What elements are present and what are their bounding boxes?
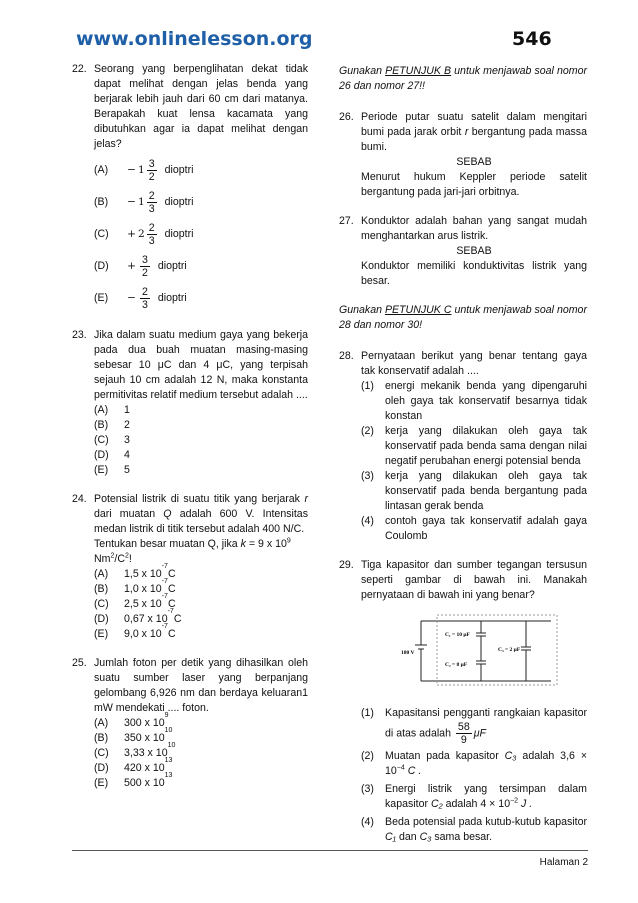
question-23 — [72, 328, 308, 478]
question-text: Jika dalam suatu medium gaya yang bekerja pada dua buah muatan masing-masing sebesar 10 μC dan 4 μC, yang terpisah sejauh 10 cm adalah 12 N, maka konstanta permitivitas relatif medium tersebut adalah .... — [94, 329, 308, 401]
question-25 — [72, 656, 308, 791]
option-a[interactable]: (A) 300 x 10 9 — [94, 712, 169, 729]
option-a[interactable]: (A) 1,5 x 10 -7 C — [94, 563, 176, 580]
option-c[interactable]: (C) + 2 $\frac{2}{3}$ dioptri — [94, 221, 194, 247]
statement-item[interactable]: (4) contoh gaya tak konservatif adalah gaya Coulomb — [361, 515, 587, 542]
question-number: 26. — [339, 111, 354, 123]
option-c[interactable]: (C) 2,5 x 10 -7 C — [94, 593, 176, 610]
statement-1: Konduktor adalah bahan yang sangat mudah menghantarkan arus listrik. — [361, 215, 587, 242]
question-text-2: Tentukan besar muatan Q, jika k = 9 x $10^9$ $Nm^2/C^2$! — [94, 537, 291, 565]
fraction: $\frac{3}{2}$ — [142, 253, 148, 279]
question-text: Potensial listrik di suatu titik yang berjarak r dari muatan Q adalah 600 V. Intensitas medan listrik di titik tersebut adalah 400 N/C. — [94, 493, 308, 535]
option-d[interactable]: (D) 0,67 x 10 -7 C — [94, 608, 182, 625]
statement-item[interactable]: (2) kerja yang dilakukan oleh gaya tak konservatif pada benda sama dengan nilai negatif perubahan energi potensial benda — [361, 425, 587, 467]
option-c[interactable]: (C) 3,33 x 10 10 — [94, 742, 176, 759]
c1-label: C₁ = 10 μF — [445, 632, 470, 638]
statement-item[interactable]: (1) Kapasitansi pengganti rangkaian kapasitor di atas adalah $\frac{58}{9}$ μF — [361, 707, 587, 746]
question-text: Seorang yang berpenglihatan dekat tidak dapat melihat dengan jelas benda yang berjarak lebih jauh dari 60 cm dari matanya. Berapakah kuat lensa kacamata yang dibutuhkan agar ia dapat melihat dengan jelas? — [94, 63, 308, 150]
option-e[interactable]: (E) − $\frac{2}{3}$ dioptri — [94, 285, 187, 311]
c3-label: C₃ = 2 μF — [498, 647, 521, 653]
option-b[interactable]: (B) 2 — [94, 419, 130, 431]
question-text: Tiga kapasitor dan sumber tegangan tersusun seperti gambar di bawah ini. Manakah pernyataan di bawah ini yang benar? — [361, 559, 587, 601]
option-e[interactable]: (E) 9,0 x 10 -7 C — [94, 623, 176, 640]
site-url[interactable]: www.onlinelesson.org — [76, 28, 313, 50]
question-number: 29. — [339, 559, 354, 571]
question-number: 22. — [72, 63, 87, 75]
instruction-b: Gunakan PETUNJUK B untuk menjawab soal nomor 26 dan nomor 27!! — [339, 65, 587, 92]
footer-page-label: Halaman 2 — [539, 857, 588, 868]
statement-item[interactable]: (1) energi mekanik benda yang dipengaruhi oleh gaya tak konservatif besarnya tidak konstan — [361, 380, 587, 422]
option-d[interactable]: (D) 420 x 10 13 — [94, 757, 173, 774]
page-footer — [72, 850, 588, 868]
left-column — [72, 62, 308, 805]
instruction-c: Gunakan PETUNJUK C untuk menjawab soal nomor 28 dan nomor 30! — [339, 304, 587, 331]
question-28 — [339, 349, 587, 544]
sebab-label: SEBAB — [456, 156, 492, 168]
option-e[interactable]: (E) 5 — [94, 464, 130, 476]
question-26 — [339, 110, 587, 200]
question-number: 24. — [72, 493, 87, 505]
option-c[interactable]: (C) 3 — [94, 434, 130, 446]
source-label: 180 V — [401, 650, 415, 656]
fraction: $\frac{2}{3}$ — [148, 189, 155, 215]
option-a[interactable]: (A) − 1 $\frac{3}{2}$ dioptri — [94, 157, 194, 183]
c2-label: C₂ = 8 μF — [445, 662, 468, 668]
question-24 — [72, 492, 308, 642]
option-b[interactable]: (B) 350 x 10 10 — [94, 727, 173, 744]
option-d[interactable]: (D) 4 — [94, 449, 130, 461]
question-text: Pernyataan berikut yang benar tentang gaya tak konservatif adalah .... — [361, 350, 587, 377]
question-number: 28. — [339, 350, 354, 362]
question-27 — [339, 214, 587, 289]
option-b[interactable]: (B) − 1 $\frac{2}{3}$ dioptri — [94, 189, 194, 215]
statement-1: Periode putar suatu satelit dalam mengitari bumi pada jarak orbit r bergantung pada massa bumi. — [361, 111, 587, 153]
option-d[interactable]: (D) + $\frac{3}{2}$ dioptri — [94, 253, 187, 279]
page-number: 546 — [512, 28, 552, 50]
fraction: $\frac{2}{3}$ — [142, 285, 148, 311]
question-22 — [72, 62, 308, 314]
question-number: 27. — [339, 215, 354, 227]
option-a[interactable]: (A) 1 — [94, 404, 130, 416]
statement-item[interactable]: (4) Beda potensial pada kutub-kutub kapasitor C₁ dan C₃ sama besar. — [361, 816, 587, 843]
question-number: 23. — [72, 329, 87, 341]
fraction: $\frac{58}{9}$ — [457, 721, 470, 746]
answer-options — [94, 154, 308, 314]
capacitor-circuit-diagram — [401, 611, 561, 689]
option-b[interactable]: (B) 1,0 x 10 -7 C — [94, 578, 176, 595]
statement-item[interactable]: (3) Energi listrik yang tersimpan dalam kapasitor C₂ adalah $4 \times 10^{-2}$ J . — [361, 783, 587, 810]
fraction: $\frac{2}{3}$ — [148, 221, 155, 247]
statement-item[interactable]: (3) kerja yang dilakukan oleh gaya tak konservatif pada benda bergantung pada lintasan gerak benda — [361, 470, 587, 512]
question-29 — [339, 558, 587, 845]
sebab-label: SEBAB — [456, 245, 492, 257]
question-text: Jumlah foton per detik yang dihasilkan oleh suatu sumber laser yang berpanjang gelombang 6,926 nm dan berdaya keluaran1 mW mendekati .... foton. — [94, 657, 308, 714]
right-column — [339, 62, 587, 859]
statement-2: Konduktor memiliki konduktivitas listrik yang besar. — [361, 260, 587, 287]
fraction: $\frac{3}{2}$ — [148, 157, 155, 183]
option-e[interactable]: (E) 500 x 10 13 — [94, 772, 173, 789]
statement-item[interactable]: (2) Muatan pada kapasitor C₃ adalah $3,6 \times 10^{-4}$ C . — [361, 750, 588, 777]
question-number: 25. — [72, 657, 87, 669]
statement-2: Menurut hukum Keppler periode satelit bergantung pada jari-jari orbitnya. — [361, 171, 587, 198]
